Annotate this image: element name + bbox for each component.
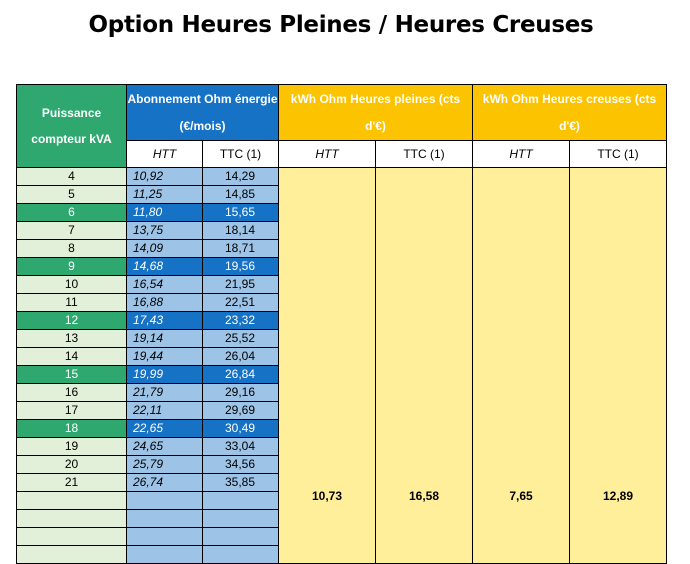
header-peak: kWh Ohm Heures pleines (cts d'€) xyxy=(279,85,473,141)
subscription-htt-cell: 24,65 xyxy=(127,438,203,456)
power-cell: 15 xyxy=(17,366,127,384)
kwh-offpeak-htt-cell xyxy=(473,168,570,564)
subscription-ttc-cell: 34,56 xyxy=(203,456,279,474)
subscription-ttc-cell: 15,65 xyxy=(203,204,279,222)
subscription-ttc-cell: 23,32 xyxy=(203,312,279,330)
subscription-htt-cell: 19,44 xyxy=(127,348,203,366)
kwh-offpeak-ttc-cell xyxy=(570,168,667,564)
subscription-htt-cell: 19,14 xyxy=(127,330,203,348)
power-cell: 12 xyxy=(17,312,127,330)
subscription-htt-cell: 19,99 xyxy=(127,366,203,384)
kwh-peak-ttc-value: 16,58 xyxy=(408,489,440,503)
subscription-htt-cell: 14,09 xyxy=(127,240,203,258)
table-row xyxy=(17,168,667,186)
subscription-ttc-cell: 26,04 xyxy=(203,348,279,366)
power-cell: 20 xyxy=(17,456,127,474)
subscription-htt-cell: 16,54 xyxy=(127,276,203,294)
subscription-ttc-cell: 33,04 xyxy=(203,438,279,456)
kwh-peak-ttc-cell xyxy=(376,168,473,564)
power-cell: 9 xyxy=(17,258,127,276)
subscription-htt-cell: 22,11 xyxy=(127,402,203,420)
kwh-offpeak-htt-value: 7,65 xyxy=(509,489,533,503)
power-cell: 4 xyxy=(17,168,127,186)
power-cell: 5 xyxy=(17,186,127,204)
subscription-htt-cell: 25,79 xyxy=(127,456,203,474)
tariff-table xyxy=(16,84,667,564)
subscription-ttc-cell: 18,71 xyxy=(203,240,279,258)
power-cell: 7 xyxy=(17,222,127,240)
subscription-htt-cell: 21,79 xyxy=(127,384,203,402)
power-cell: 8 xyxy=(17,240,127,258)
subscription-htt-cell: 14,68 xyxy=(127,258,203,276)
header-offpeak: kWh Ohm Heures creuses (cts d'€) xyxy=(473,85,667,141)
power-cell: 11 xyxy=(17,294,127,312)
kwh-offpeak-ttc-value: 12,89 xyxy=(602,489,634,503)
subscription-ttc-cell: 21,95 xyxy=(203,276,279,294)
subheader-offpeak-htt: HTT xyxy=(473,141,570,168)
subscription-htt-cell: 16,88 xyxy=(127,294,203,312)
subscription-htt-cell: 10,92 xyxy=(127,168,203,186)
power-cell: 18 xyxy=(17,420,127,438)
subscription-htt-cell: 17,43 xyxy=(127,312,203,330)
subscription-ttc-cell: 14,85 xyxy=(203,186,279,204)
page-title: Option Heures Pleines / Heures Creuses xyxy=(88,12,594,38)
subheader-offpeak-ttc: TTC (1) xyxy=(570,141,667,168)
subscription-ttc-cell: 30,49 xyxy=(203,420,279,438)
power-cell: 6 xyxy=(17,204,127,222)
subscription-ttc-cell: 29,16 xyxy=(203,384,279,402)
subheader-subscription-ttc: TTC (1) xyxy=(203,141,279,168)
power-cell: 16 xyxy=(17,384,127,402)
subscription-htt-cell: 11,25 xyxy=(127,186,203,204)
power-cell: 17 xyxy=(17,402,127,420)
subscription-ttc-cell: 25,52 xyxy=(203,330,279,348)
subscription-ttc-cell: 35,85 xyxy=(203,474,279,492)
kwh-peak-htt-value: 10,73 xyxy=(311,489,343,503)
power-cell: 10 xyxy=(17,276,127,294)
subscription-htt-cell: 11,80 xyxy=(127,204,203,222)
subscription-ttc-cell: 18,14 xyxy=(203,222,279,240)
subscription-ttc-cell: 14,29 xyxy=(203,168,279,186)
subheader-peak-ttc: TTC (1) xyxy=(376,141,473,168)
power-cell: 14 xyxy=(17,348,127,366)
subheader-subscription-htt: HTT xyxy=(127,141,203,168)
subscription-ttc-cell: 29,69 xyxy=(203,402,279,420)
subscription-ttc-cell: 26,84 xyxy=(203,366,279,384)
subscription-ttc-cell: 22,51 xyxy=(203,294,279,312)
subscription-ttc-cell: 19,56 xyxy=(203,258,279,276)
header-subscription: Abonnement Ohm énergie (€/mois) xyxy=(127,85,279,141)
header-power: Puissance compteur kVA xyxy=(17,85,127,168)
power-cell: 21 xyxy=(17,474,127,492)
subscription-htt-cell: 13,75 xyxy=(127,222,203,240)
subheader-peak-htt: HTT xyxy=(279,141,376,168)
power-cell: 19 xyxy=(17,438,127,456)
subscription-htt-cell: 26,74 xyxy=(127,474,203,492)
kwh-peak-htt-cell xyxy=(279,168,376,564)
subscription-htt-cell: 22,65 xyxy=(127,420,203,438)
power-cell: 13 xyxy=(17,330,127,348)
